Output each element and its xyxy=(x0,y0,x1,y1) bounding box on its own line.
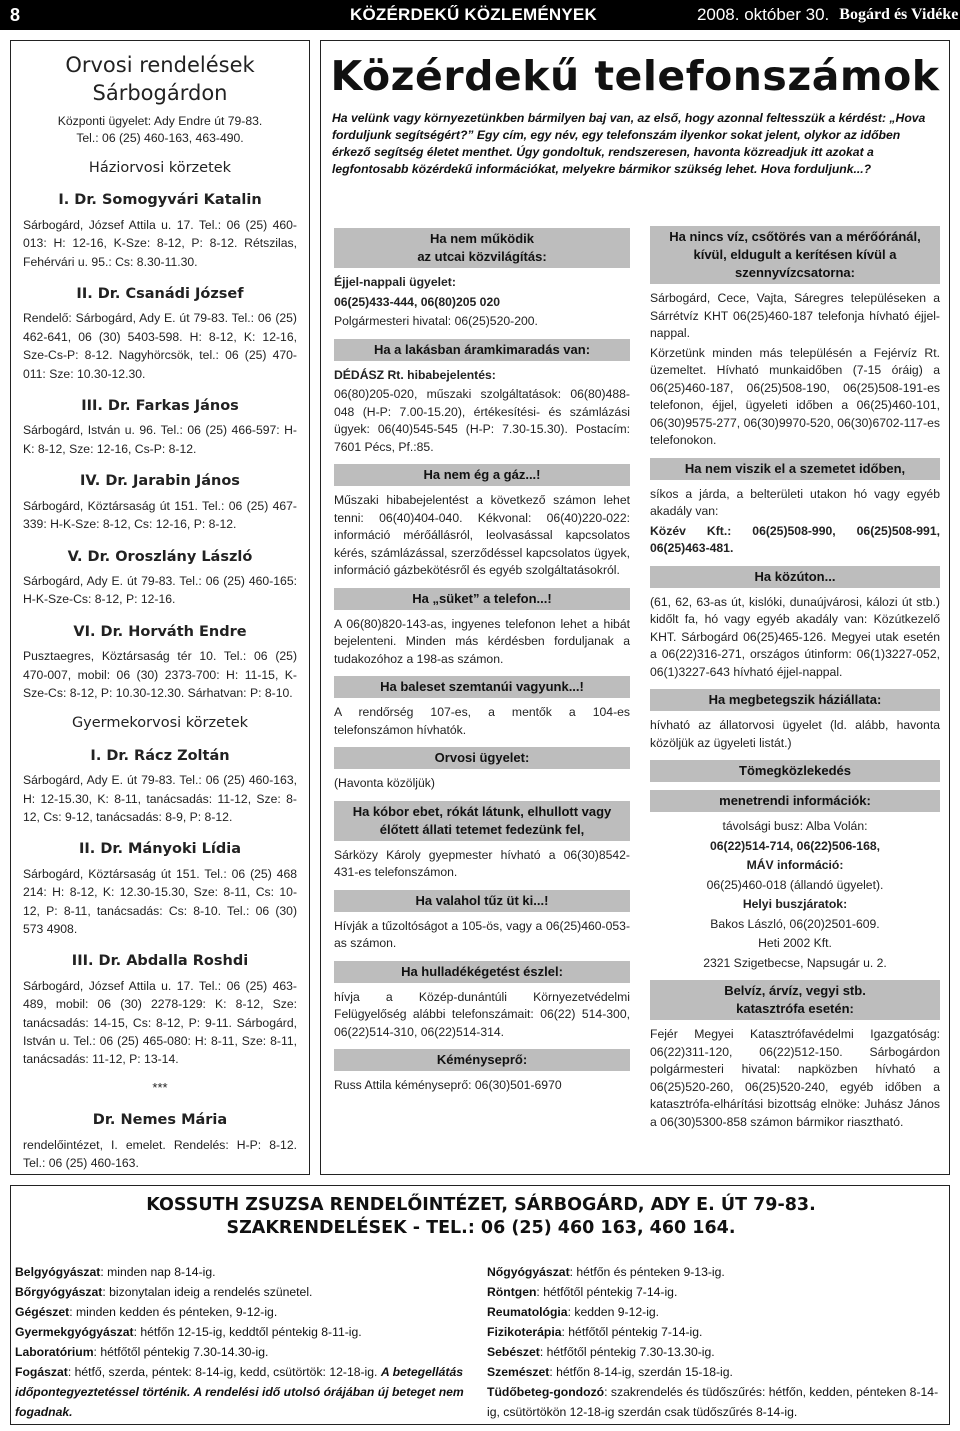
section-text: Körzetünk minden más településén a Fejérvíz Rt. üzemeltet. Hívható munkaidőben (7-15 óráig) a 06(25)460-187, 06(25)508-190, 06(25)508-191-es telefonon, éjjel, ügyeleti időben a 06(25)460-101, 06(30)9575-277, 06(30)9970-520, 06(30)6702-117-es telefonokon. xyxy=(650,345,940,447)
doctor-details: Sárbogárd, Köztársaság út 151. Tel.: 06 (25) 467-339: H-K-Sze: 8-12, Cs: 12-16, P: 8-12. xyxy=(23,498,297,532)
middle-column: Ha nem működik az utcai közvilágítás: Éjjel-nappali ügyelet: 06(25)433-444, 06(80)205 020 Polgármesteri hivatal: 06(25)520-200. Ha a lakásban áramkimaradás van: DÉDÁSZ Rt. hibabejelentés: 06(80)205-020, műszaki szolgáltatások: 06(80)488-048 (H-P: 7.00-15.20), értékesítési- és számlázási ügyek: 06(40)545-545 (H-P: 7.30-15.30). Postacím: 7601 Pécs, Pf.:85. Ha nem ég a gáz...! Műszaki hibabejelentést a következő számon lehet tenni: 06(40)404-040. Kékvonal: 06(40)220-022: információ mérőállásról, leolvasással kapcsolatos kérés, számlázással, szerződéssel kapcsolatos ügyek, információ gázbekötésről és egyéb szolgáltatásokról. Ha „süket” a telefon...! A 06(80)820-143-as, ingyenes telefonon lehet a hibát bejelenteni. Minden más kérdésben forduljanak a tudakozóhoz a 198-as számon. Ha baleset szemtanúi vagyunk...! A rendőrség 107-es, a mentők a 104-es telefonszámon hívhatók. Orvosi ügyelet: (Havonta közöljük) Ha kóbor ebet, rókát látunk, elhullott vagy élőtett állati tetemet fedezünk fel, Sárközy Károly gyepmester hívható a 06(30)8542-431-es telefonszámon. Ha valahol tűz üt ki...! Hívják a tűzoltóságot a 105-ös, vagy a 06(25)460-053-as számon. Ha hulladékégetést észlel: hívja a Közép-dunántúli Környezetvédelmi Felügyelőség alábbi telefonszámait: 06(22) 514-300, 06(22)514-310, 06(22)514-314. Kéményseprő: Russ Attila kéményseprő: 06(30)501-6970 xyxy=(334,220,630,1097)
doctor-name: IV. Dr. Jarabin János xyxy=(80,473,240,490)
section-header: Orvosi ügyelet: xyxy=(334,747,630,769)
doctor-name: V. Dr. Oroszlány László xyxy=(67,548,253,565)
section-header: Ha megbetegszik háziállata: xyxy=(650,689,940,711)
doctor-details: Sárbogárd, Ady E. út 79-83. Tel.: 06 (25) 460-165: H-K-Sze-Cs: 8-12, P: 12-16. xyxy=(23,573,297,607)
section-text: (61, 62, 63-as út, kislóki, dunaújvárosi, kálozi út stb.) kidőlt fa, hó vagy egyéb akadály van: Közútkezelő KHT. Sárbogárd 06(25)465-126. Megyei utak esetén a 06(22)316-271, országos útinform: 06(1)3227-052, 06(1)3227-643 hívható éjjel-nappal. xyxy=(650,594,940,679)
right-column: Ha nincs víz, csőtörés van a mérőóránál, kívül, eldugult a kerítésen kívül a szennyvízcsatorna: Sárbogárd, Cece, Vajta, Sáregres településeken a Sárrétvíz KHT 06(25)460-187 telefonja hívható éjjel-nappal. Körzetünk minden más településén a Fejérvíz Rt. üzemeltet. Hívható munkaidőben (7-15 óráig) a 06(25)460-187, 06(25)508-190, 06(25)508-191-es telefonon, éjjel, ügyeleti időben a 06(25)460-101, 06(30)9575-277, 06(30)9970-520, 06(30)6702-117-es telefonokon. Ha nem viszik el a szemetet időben, síkos a járda, a belterületi utakon hó vagy egyéb akadály van: Közév Kft.: 06(25)508-990, 06(25)508-991, 06(25)463-481. Ha közúton... (61, 62, 63-as út, kislóki, dunaújvárosi, kálozi út stb.) kidőlt fa, hó vagy egyéb akadály van: Közútkezelő KHT. Sárbogárd 06(25)465-126. Megyei utak esetén a 06(22)316-271, országos útinform: 06(1)3227-052, 06(1)3227-643 hívható éjjel-nappal. Ha megbetegszik háziállata: hívható az állatorvosi ügyelet (ld. alább, havonta közöljük az ügyeleti listát.) Tömegközlekedés menetrendi információk: távolsági busz: Alba Volán: 06(22)514-714, 06(22)506-168, MÁV információ: 06(25)460-018 (állandó ügyelet). Helyi buszjáratok: Bakos László, 06(20)2501-609. Heti 2002 Kft. 2321 Szigetbecse, Napsugár u. 2. Belvíz, árvíz, vegyi stb. katasztrófa esetén: Fejér Megyei Katasztrófavédelmi Igazgatóság: 06(22)311-120, 06(22)512-150. Sárbogárdon polgármesteri hivatal: napközben hívható a 06(25)520-260, 06(25)520-240, egyéb időben a katasztrófa-elhárítási bizottság elnöke: Juhász János a 06(30)5300-858 számon bármikor riasztható. xyxy=(650,218,940,1133)
clinic-row: Gyermekgyógyászat: hétfőn 12-15-ig, keddtől péntekig 8-11-ig. xyxy=(15,1325,362,1339)
section-header: Ha valahol tűz üt ki...! xyxy=(334,890,630,912)
doctor-details: Sárbogárd, József Attila u. 17. Tel.: 06 (25) 460-013: H: 12-16, K-Sze: 8-12, P: 8-12. Rétszilas, Fehérvári u. 95.: Cs: 8.30-11.30. xyxy=(23,217,297,269)
section-text: Műszaki hibabejelentést a következő számon lehet tenni: 06(40)404-040. Kékvonal: 06(40)220-022: információ mérőállásról, leolvasással kapcsolatos kérés, számlázással, szerződéssel kapcsolatos ügyek, információ gázbekötésről és egyéb szolgáltatásokról. xyxy=(334,493,630,577)
section-title: KÖZÉRDEKŰ KÖZLEMÉNYEK xyxy=(350,5,597,24)
section-text: hívja a Közép-dunántúli Környezetvédelmi Felügyelőség alábbi telefonszámait: 06(22) 514-300, 06(22)514-310, 06(22)514-314. xyxy=(334,989,630,1039)
clinic-row: Fizikoterápia: hétfőtől péntekig 7-14-ig. xyxy=(487,1325,703,1339)
doctor-details: Sárbogárd, József Attila u. 17. Tel.: 06 (25) 463-489, mobil: 06 (30) 2278-129: K: 8-12, Sze: tanácsadás: 14-15, Cs: 8-12, P: 9-11. Sárbogárd, István u. Tel.: 06 (25) 465-080: H: 8-11, Sze: 8-11, tanácsadás: 11-12, P: 13-14. xyxy=(23,978,297,1067)
section-text: síkos a járda, a belterületi utakon hó vagy egyéb akadály van: xyxy=(650,486,940,518)
section-header: Kéményseprő: xyxy=(334,1049,630,1071)
doctor-details: Sárbogárd, Ady E. út 79-83. Tel.: 06 (25) 460-163, H: 12-15.30, K: 8-11, tanácsadás: 11-12, Sze: 8-12, Cs: 9-12, tanácsadás: 8-9, P: 8-12. xyxy=(23,773,297,824)
section-header: Tömegközlekedés xyxy=(650,760,940,782)
central-duty: Központi ügyelet: Ady Endre út 79-83. Tel.: 06 (25) 460-163, 463-490. xyxy=(57,114,263,145)
doctor-name: II. Dr. Csanádi József xyxy=(76,286,244,303)
clinic-row: Röntgen: hétfőtől péntekig 7-14-ig. xyxy=(487,1285,678,1299)
page-header xyxy=(0,0,960,30)
section-header: Ha a lakásban áramkimaradás van: xyxy=(334,339,630,361)
doctor-name: II. Dr. Mányoki Lídia xyxy=(79,841,241,858)
section-text: Russ Attila kéményseprő: 06(30)501-6970 xyxy=(334,1078,562,1092)
section-header: Ha baleset szemtanúi vagyunk...! xyxy=(334,676,630,698)
clinic-row: Tüdőbeteg-gondozó: szakrendelés és tüdőszűrés: hétfőn, kedden, pénteken 8-14-ig, csütörtökön 12-18-ig szerdán csak tüdőszűrés 8-14-ig. xyxy=(487,1385,939,1419)
doctor-details: rendelőintézet, I. emelet. Rendelés: H-P: 8-12. Tel.: 06 (25) 460-163. xyxy=(23,1137,297,1171)
left-title-1: Orvosi rendelések xyxy=(65,53,255,77)
doctor-name: I. Dr. Somogyvári Katalin xyxy=(58,192,262,209)
main-title: Közérdekű telefonszámok xyxy=(330,52,940,100)
section-header: Ha nem működik az utcai közvilágítás: xyxy=(334,228,630,268)
clinic-title: KOSSUTH ZSUZSA RENDELŐINTÉZET, SÁRBOGÁRD, ADY E. ÚT 79-83. SZAKRENDELÉSEK - TEL.: 06 (25) 460 163, 460 164. xyxy=(146,1195,816,1238)
clinic-row: Gégészet: minden kedden és pénteken, 9-12-ig. xyxy=(15,1305,278,1319)
section-text: 2321 Szigetbecse, Napsugár u. 2. xyxy=(703,955,887,970)
section-text: 06(80)205-020, műszaki szolgáltatások: 06(80)488-048 (H-P: 7.00-15.20), értékesítési- és számlázási ügyek: 06(40)545-545 (H-P: 7.30-15.30). Postacím: 7601 Pécs, Pf.:85. xyxy=(334,387,630,454)
section-text: 06(25)460-018 (állandó ügyelet). xyxy=(706,877,884,892)
doctor-details: Pusztaegres, Köztársaság tér 10. Tel.: 06 (25) 470-007, mobil: 06 (30) 2373-700: H: 11-15, K-Sze-Cs: 8-12, P: 10.30-12.30. Sárhatvan: P: 8-10. xyxy=(23,649,297,700)
clinic-row: Fogászat: hétfő, szerda, péntek: 8-14-ig, kedd, csütörtök: 12-18-ig. A betegellátás időpontegyeztetéssel történik. A rendelési idő utolsó órájában új beteget nem fogadnak. xyxy=(15,1365,464,1419)
section-text: hívható az állatorvosi ügyelet (ld. alább, havonta közöljük az ügyeleti listát.) xyxy=(650,718,940,750)
section-header: Ha hulladékégetést észlel: xyxy=(334,961,630,983)
clinic-row: Nőgyógyászat: hétfőn és pénteken 9-13-ig. xyxy=(487,1265,725,1279)
doctor-details: Sárbogárd, Köztársaság út 151. Tel.: 06 (25) 468 214: H: 8-12, K: 12.30-15.30, Sze: 8-11, Cs: 10-12, P: 8-11, tanácsadás: Cs: 8-10. Tel.: 06 (30) 573 4908. xyxy=(23,866,297,936)
section-header: Ha „süket” a telefon...! xyxy=(334,588,630,610)
pediatric-districts-heading: Gyermekorvosi körzetek xyxy=(71,715,249,732)
doctor-name: I. Dr. Rácz Zoltán xyxy=(90,747,230,764)
intro-text: Ha velünk vagy környezetünkben bármilyen baj van, az első, hogy azonnal feltesszük a kérdést: „Hova forduljunk segítségért?” Egy cím, egy név, egy telefonszám ilyenkor sokat jelent, olykor az időben érkező segítség életet menthet. Úgy gondoltuk, rendszeresen, havonta közreadjuk itt azokat a legfontosabb közérdekű információkat, melyekre bármikor szükség lehet. Hova forduljunk...? xyxy=(332,111,926,176)
separator-stars: *** xyxy=(152,1079,168,1095)
gp-districts-heading: Háziorvosi körzetek xyxy=(88,160,232,176)
medical-hours-column xyxy=(10,40,310,1175)
section-text: Fejér Megyei Katasztrófavédelmi Igazgatóság: 06(22)311-120, 06(22)512-150. Sárbogárdon polgármesteri hivatal: napközben hívható a 06(25)520-260, 06(25)520-240, egyéb időben a katasztrófa-elhárítási bizottság elnöke: Juhász János a 06(30)5300-858 számon bármikor riasztható. xyxy=(650,1027,940,1129)
section-header: Ha kóbor ebet, rókát látunk, elhullott vagy élőtett állati tetemet fedezünk fel, xyxy=(334,801,630,841)
left-title-2: Sárbogárdon xyxy=(92,81,228,105)
clinic-row: Laboratórium: hétfőtől péntekig 7.30-14.30-ig. xyxy=(15,1345,269,1359)
section-text: Sárközy Károly gyepmester hívható a 06(30)8542-431-es telefonszámon. xyxy=(334,847,630,879)
section-text: távolsági busz: Alba Volán: xyxy=(722,819,868,833)
doctor-details: Sárbogárd, István u. 96. Tel.: 06 (25) 466-597: H-K: 8-12, Sze: 12-16, Cs-P: 8-12. xyxy=(23,423,297,456)
section-header: Ha nem ég a gáz...! xyxy=(334,464,630,486)
section-text: Heti 2002 Kft. xyxy=(758,936,832,950)
clinic-list-right xyxy=(487,1262,945,1422)
section-text: Polgármesteri hivatal: 06(25)520-200. xyxy=(334,314,538,328)
section-text: (Havonta közöljük) xyxy=(334,776,435,790)
doctor-name: VI. Dr. Horváth Endre xyxy=(73,623,247,640)
publication-name: Bogárd és Vidéke xyxy=(839,6,959,23)
section-header: menetrendi információk: xyxy=(650,790,940,812)
section-text: Hívják a tűzoltóságot a 105-ös, vagy a 06(25)460-053-as számon. xyxy=(334,918,630,950)
issue-date: 2008. október 30. xyxy=(696,5,830,24)
section-text: Bakos László, 06(20)2501-609. xyxy=(710,916,880,931)
clinic-row: Szemészet: hétfőn 8-14-ig, szerdán 15-18-ig. xyxy=(487,1365,733,1379)
clinic-row: Bőrgyógyászat: bizonytalan ideig a rendelés szünetel. xyxy=(15,1285,313,1299)
clinic-row: Reumatológia: kedden 9-12-ig. xyxy=(487,1305,660,1319)
section-header: Belvíz, árvíz, vegyi stb. katasztrófa esetén: xyxy=(650,980,940,1020)
doctor-details: Rendelő: Sárbogárd, Ady E. út 79-83. Tel.: 06 (25) 462-641, 06 (30) 5403-598. H: 8-12, K: 12-16, Sze-Cs-P: 8-12. Nagyhörcsök, tel.: 06 (25) 470-011: Sze: 10.30-12.30. xyxy=(23,311,297,381)
section-text: A 06(80)820-143-as, ingyenes telefonon lehet a hibát bejelenteni. Minden más kérdésben forduljanak a tudakozóhoz a 198-as számon. xyxy=(334,616,630,666)
clinic-list-left xyxy=(15,1262,477,1422)
clinic-box xyxy=(10,1185,950,1425)
section-header: Ha nem viszik el a szemetet időben, xyxy=(650,458,940,480)
doctor-name: Dr. Nemes Mária xyxy=(92,1112,228,1129)
section-header: Ha nincs víz, csőtörés van a mérőóránál, kívül, eldugult a kerítésen kívül a szennyvízcsatorna: xyxy=(650,226,940,284)
clinic-row: Belgyógyászat: minden nap 8-14-ig. xyxy=(15,1265,216,1279)
section-text: A rendőrség 107-es, a mentők a 104-es telefonszámon hívhatók. xyxy=(334,705,630,737)
doctor-name: III. Dr. Abdalla Roshdi xyxy=(71,953,249,970)
section-text: Sárbogárd, Cece, Vajta, Sáregres településeken a Sárrétvíz KHT 06(25)460-187 telefonja hívható éjjel-nappal. xyxy=(650,291,940,340)
page-number: 8 xyxy=(10,4,21,25)
doctor-name: III. Dr. Farkas János xyxy=(81,398,239,415)
clinic-row: Sebészet: hétfőtől péntekig 7.30-13.30-ig. xyxy=(487,1345,715,1359)
section-header: Ha közúton... xyxy=(650,566,940,588)
